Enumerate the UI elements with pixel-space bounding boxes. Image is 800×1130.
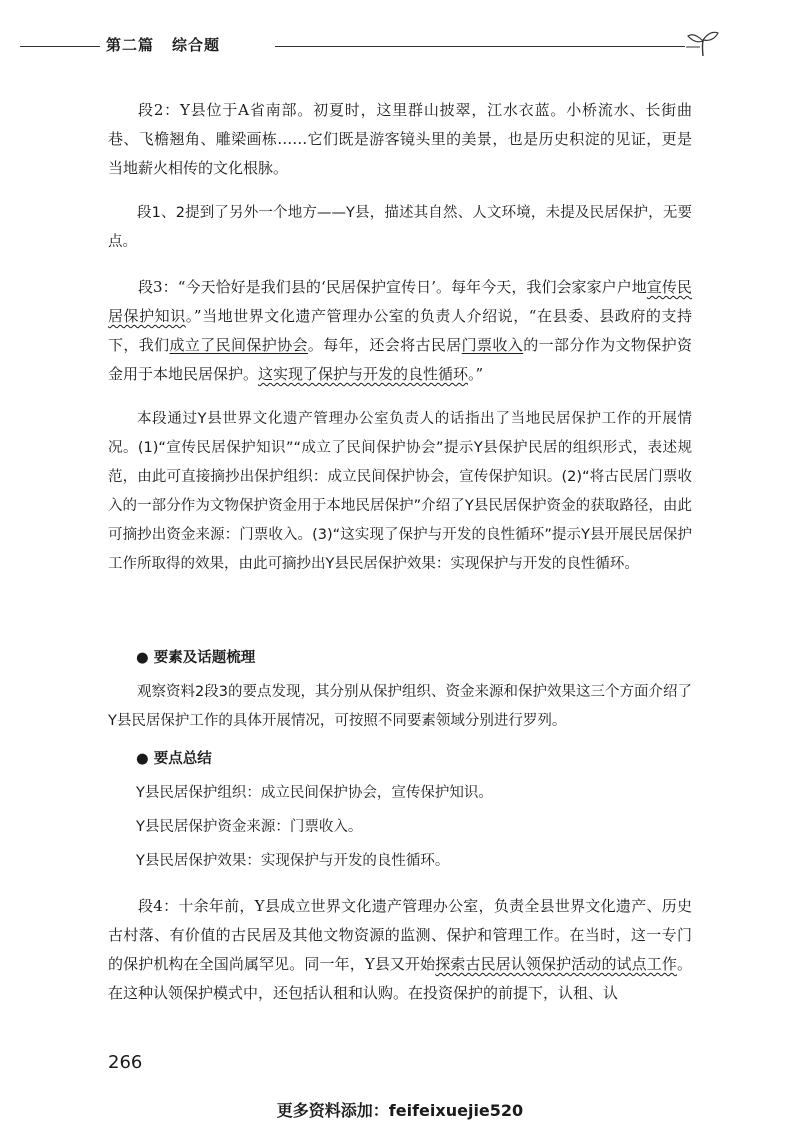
paragraph-2: 段2：Y县位于A省南部。初夏时，这里群山披翠，江水衣蓝。小桥流水、长街曲巷、飞檐翘角、雕梁画栋……它们既是游客镜头里的美景，也是历史积淀的见证，更是当地薪火相传的文化根脉。 [108, 101, 692, 177]
summary-item-funding: Y县民居保护资金来源：门票收入。 [136, 819, 363, 835]
summary-item-effect: Y县民居保护效果：实现保护与开发的良性循环。 [136, 853, 450, 869]
header-rule-right [275, 46, 685, 47]
header-rule-left [20, 46, 100, 47]
para3-text: 段3：“今天恰好是我们县的‘民居保护宣传日’。每年今天，我们会家家户户地 [138, 278, 647, 296]
header-topic: 综合题 [172, 36, 221, 54]
para3-text: 。”当地世界文化遗产管理办公室的负责人介绍说，“在县委、县政府的支持下，我们 [108, 307, 692, 354]
paragraph-4 [108, 892, 692, 1008]
analysis-paragraph-1-2: 段1、2提到了另外一个地方——Y县，描述其自然、人文环境，未提及民居保护，无要点。 [108, 205, 692, 250]
footer-note: 更多资料添加：feifeixuejie520 [276, 1101, 524, 1120]
header-section: 第二篇 [106, 36, 155, 54]
para3-highlight-ticket: 门票收入 [461, 336, 524, 354]
summary-heading: ● 要点总结 [136, 751, 212, 767]
para3-text: 的一部分作为文物保护资金用于本地民居保护。 [108, 336, 692, 383]
elements-heading: ● 要素及话题梳理 [136, 650, 256, 666]
analysis-paragraph-3: 本段通过Y县世界文化遗产管理办公室负责人的话指出了当地民居保护工作的开展情况。(1)“宣传民居保护知识”“成立了民间保护协会”提示Y县保护民居的组织形式，表述规范，由此可直接摘抄出保护组织：成立民间保护协会，宣传保护知识。(2)“将古民居门票收入的一部分作为文物保护资金用于本地民居保护”介绍了Y县民居保护资金的获取路径，由此可摘抄出资金来源：门票收入。(3)“这实现了保护与开发的良性循环”提示Y县开展民居保护工作所取得的效果，由此可摘抄出Y县民居保护效果：实现保护与开发的良性循环。 [108, 411, 692, 572]
page-header [0, 28, 800, 64]
para4-text: 段4：十余年前，Y县成立世界文化遗产管理办公室，负责全县世界文化遗产、历史古村落、有价值的古民居及其他文物资源的监测、保护和管理工作。在当时，这一专门的保护机构在全国尚属罕见。同一年，Y县又开始 [108, 897, 692, 973]
para3-highlight-cycle: 这实现了保护与开发的良性循环 [258, 365, 469, 383]
para3-text: 。” [468, 365, 484, 383]
para3-highlight-propaganda: 宣传民居保护知识 [108, 278, 692, 325]
sprout-icon [686, 28, 720, 58]
summary-item-organization: Y县民居保护组织：成立民间保护协会，宣传保护知识。 [136, 785, 493, 801]
para4-highlight-pilot: 探索古民居认领保护活动的试点工作 [435, 955, 677, 973]
para3-text: 。每年，还会将古民居 [307, 336, 462, 354]
para3-highlight-association: 成立了民间保护协会 [169, 336, 308, 354]
page-number: 266 [108, 1052, 143, 1073]
elements-text: 观察资料2段3的要点发现，其分别从保护组织、资金来源和保护效果这三个方面介绍了Y县民居保护工作的具体开展情况，可按照不同要素领域分别进行罗列。 [108, 684, 692, 729]
paragraph-3 [108, 273, 692, 389]
para4-text: 。在这种认领保护模式中，还包括认租和认购。在投资保护的前提下，认租、认 [108, 955, 692, 1002]
header-title [106, 34, 220, 55]
